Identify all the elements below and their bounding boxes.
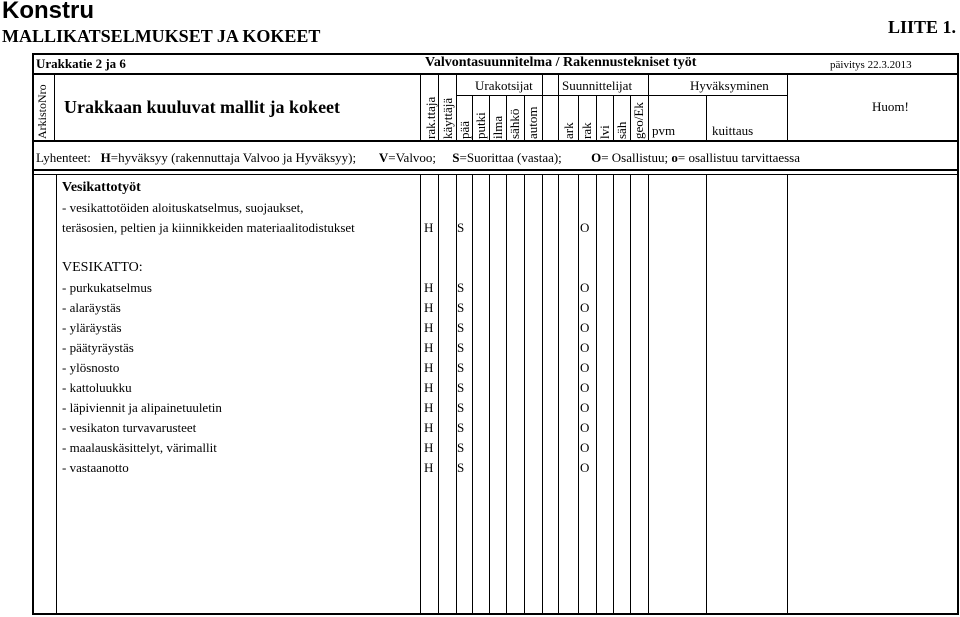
hdr-vline [648,73,649,140]
hdr-vline [472,95,473,140]
col-paa: pää [457,120,472,139]
mark-h: H [424,460,434,475]
body-vline [558,174,559,613]
contract-name: Urakkatie 2 ja 6 [36,56,126,71]
group-hyvaksyminen: Hyväksyminen [690,78,769,93]
col-huom: Huom! [872,99,909,114]
mark-s: S [457,320,465,335]
mark-h: H [424,300,434,315]
body-vline [787,174,788,613]
col-lvi: lvi [597,125,612,139]
legend-o2-text: = osallistuu tarvittaessa [677,150,801,165]
body-vline [596,174,597,613]
mark-s: S [457,300,465,315]
section-heading: VESIKATTO: [62,260,143,275]
col-kuittaus: kuittaus [712,123,754,138]
hdr-vline [456,73,457,140]
mark-h: H [424,220,434,235]
header-divider [32,73,959,75]
legend-v-text: =Valvoo; [388,150,437,165]
col-pvm: pvm [652,123,676,138]
col-ilma: ilma [490,115,505,139]
mark-s: S [457,380,465,395]
header-bottom [32,140,959,142]
hdr-vline [489,95,490,140]
col-sah: säh [614,121,629,139]
list-item: - ylösnosto [62,360,120,375]
mark-s: S [457,460,465,475]
legend-h-key: H [100,150,111,165]
mark-s: S [457,220,465,235]
hdr-vline [558,73,559,140]
legend-h-text: =hyväksyy (rakennuttaja Valvoo ja Hyväksyy); [110,150,357,165]
hdr-vline [706,95,707,140]
body-vline [706,174,707,613]
list-item: - alaräystäs [62,300,121,315]
list-item: - vastaanotto [62,460,129,475]
mark-o: O [580,320,590,335]
mark-h: H [424,280,434,295]
hdr-vline [420,73,421,140]
mark-h: H [424,320,434,335]
mark-s: S [457,440,465,455]
plan-title: Valvontasuunnitelma / Rakennustekniset työt [425,55,697,70]
update-date: päivitys 22.3.2013 [830,59,912,71]
legend [36,150,800,166]
mark-s: S [457,400,465,415]
mark-s: S [457,420,465,435]
archive-divider [54,73,55,140]
section-heading: Vesikattotyöt [62,180,141,195]
mark-s: S [457,340,465,355]
body-vline [420,174,421,613]
hdr-vline [578,95,579,140]
mark-o: O [580,300,590,315]
section-line: - vesikattotöiden aloituskatselmus, suojaukset, [62,200,304,215]
col-kayttaja: käyttäjä [440,97,455,139]
mark-s: S [457,280,465,295]
list-item: - päätyräystäs [62,340,134,355]
body-vline [438,174,439,613]
document-title: MALLIKATSELMUKSET JA KOKEET [2,26,321,46]
hdr-vline [438,73,439,140]
legend-s-key: S [452,150,460,165]
col-sahko: sähkö [507,108,522,139]
body-vline [578,174,579,613]
col-ark: ark [561,122,576,139]
hdr-vline [630,95,631,140]
legend-prefix: Lyhenteet: [36,150,91,165]
body-vline [524,174,525,613]
list-item: - läpiviennit ja alipainetuuletin [62,400,222,415]
mark-o: O [580,460,590,475]
mark-o: O [580,420,590,435]
legend-o-text: = Osallistuu; [601,150,669,165]
hdr-vline [542,73,543,140]
hdr-vline [613,95,614,140]
mark-h: H [424,400,434,415]
body-top [32,174,959,175]
hdr-vline [506,95,507,140]
col-putki: putki [473,112,488,139]
body-vline [648,174,649,613]
mark-o: O [580,360,590,375]
body-vline [56,174,57,613]
mark-o: O [580,220,590,235]
section-title: Urakkaan kuuluvat mallit ja kokeet [64,97,341,117]
mark-o: O [580,440,590,455]
archive-number-label: ArkistoNro [35,84,49,139]
group-urakotsijat: Urakotsijat [475,78,533,93]
body-vline [630,174,631,613]
mark-o: O [580,280,590,295]
mark-h: H [424,440,434,455]
mark-s: S [457,360,465,375]
legend-bottom [32,169,959,171]
body-vline [542,174,543,613]
legend-v-key: V [378,150,389,165]
list-item: - purkukatselmus [62,280,152,295]
body-vline [613,174,614,613]
col-rak: rak [579,122,594,139]
body-vline [506,174,507,613]
legend-s-text: =Suorittaa (vastaa); [459,150,562,165]
list-item: - vesikaton turvavarusteet [62,420,197,435]
frame-left [32,53,34,615]
mark-h: H [424,360,434,375]
legend-o-key: O [591,150,602,165]
company-name: Konstru [2,0,94,24]
group-suunnittelijat: Suunnittelijat [562,78,633,93]
list-item: - kattoluukku [62,380,132,395]
hdr-vline [596,95,597,140]
frame-bottom [32,613,959,615]
mark-h: H [424,420,434,435]
col-geo: geo/Ek [631,102,646,139]
mark-h: H [424,380,434,395]
list-item: - maalauskäsittelyt, värimallit [62,440,217,455]
body-vline [489,174,490,613]
list-item: - yläräystäs [62,320,122,335]
body-vline [472,174,473,613]
mark-h: H [424,340,434,355]
mark-o: O [580,340,590,355]
mark-o: O [580,380,590,395]
legend-o2-key: o [671,150,678,165]
section-line: teräsosien, peltien ja kiinnikkeiden materiaalitodistukset [62,220,355,235]
attachment-label: LIITE 1. [888,17,957,37]
mark-o: O [580,400,590,415]
frame-right [957,53,959,615]
hdr-vline [524,95,525,140]
col-rakttaja: rak.ttaja [423,96,438,139]
col-autom: autom [525,106,540,139]
hdr-vline [787,73,788,140]
